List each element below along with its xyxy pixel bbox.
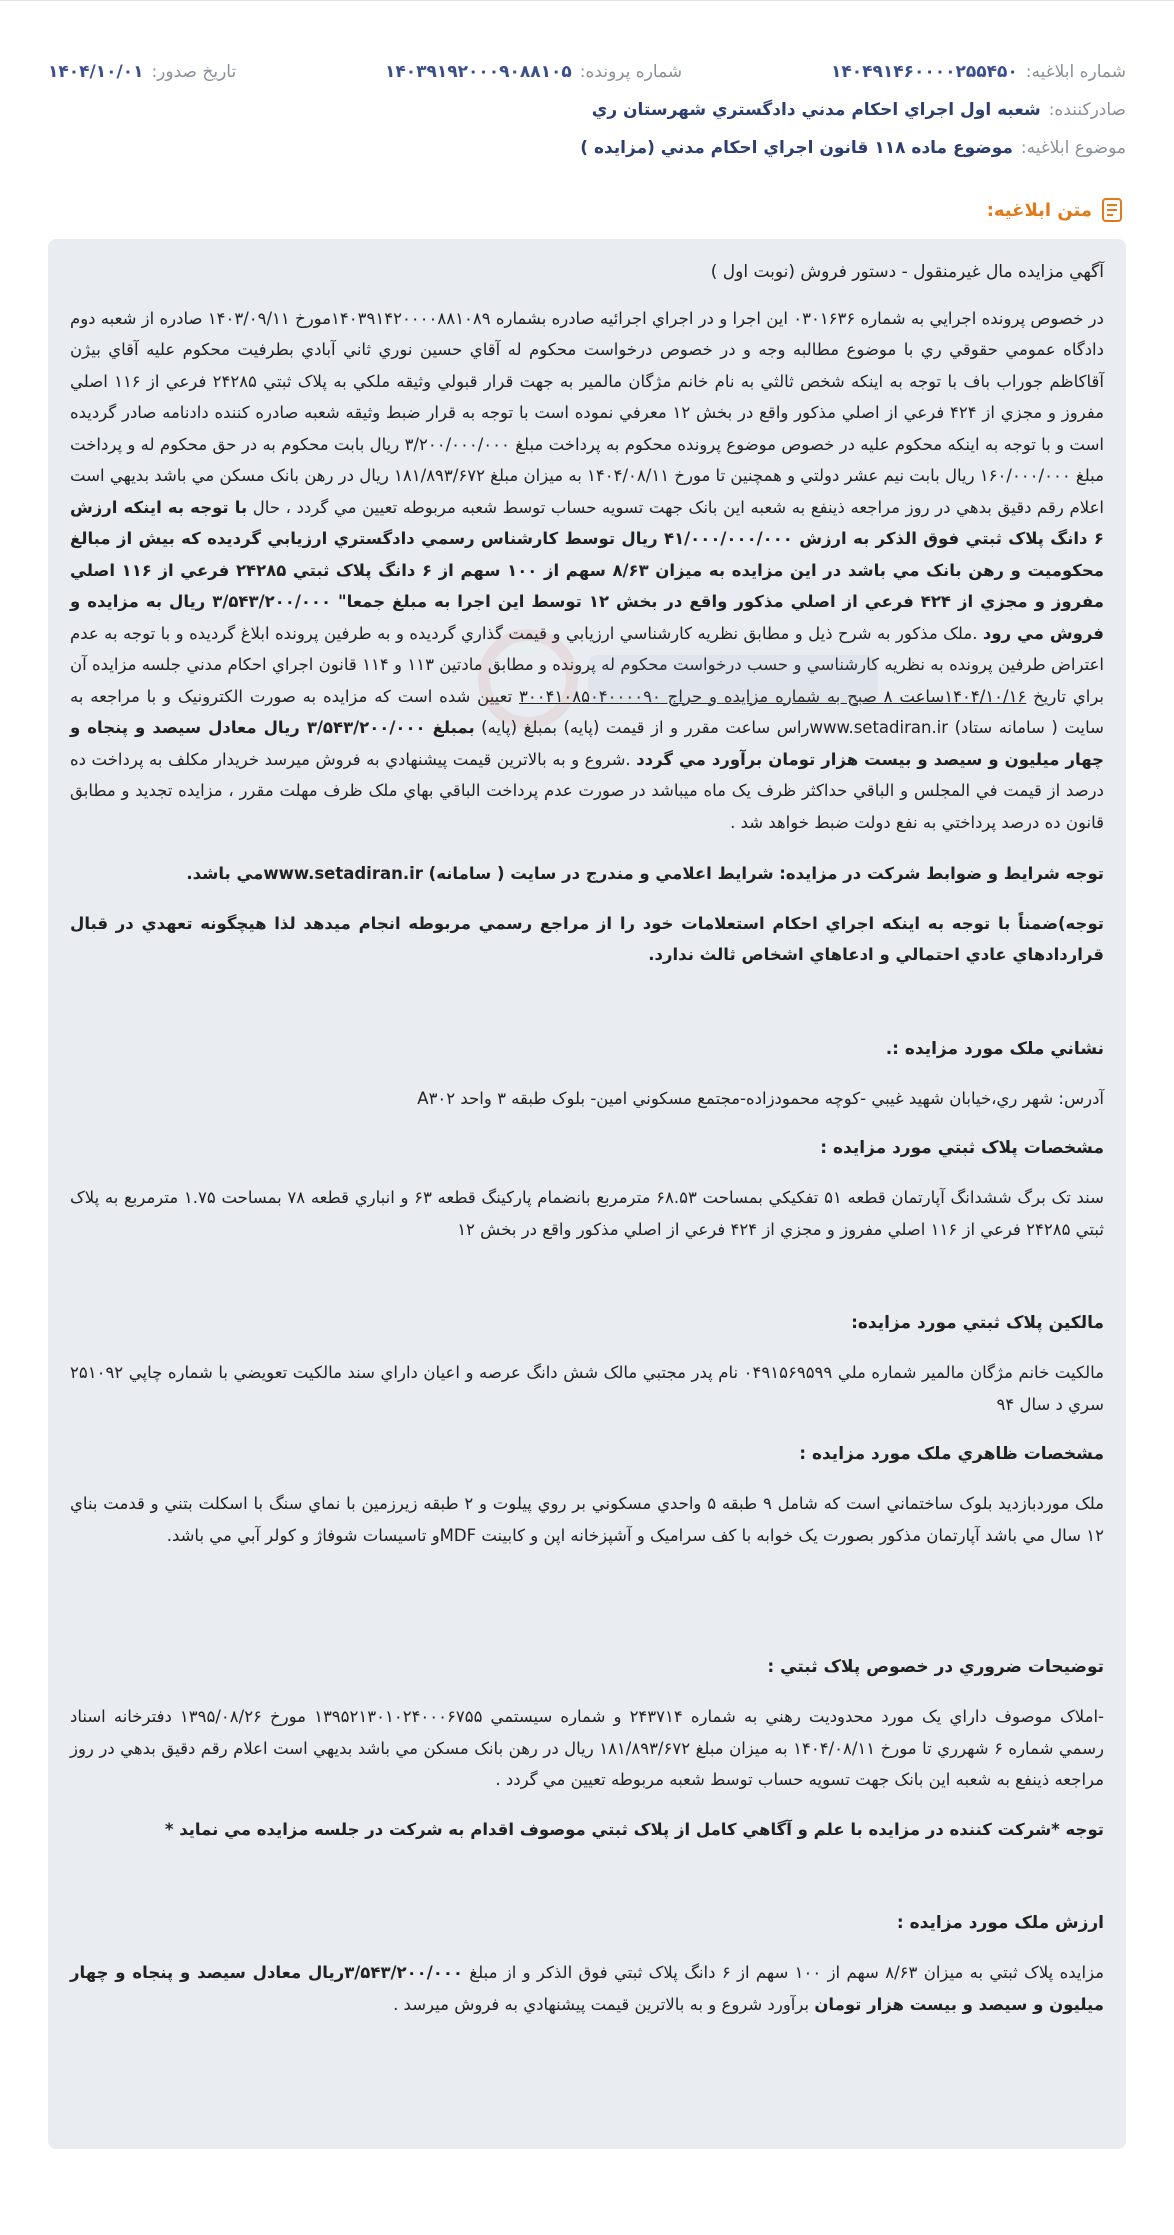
main-text-2: با توجه به اينكه ارزش ۶ دانگ پلاک ثبتي فوق الذكر به ارزش ۴۱/۰۰۰/۰۰۰/۰۰۰ ريال توسط كارشناس رسمي دادگستري ارزيابي گرديده كه بيش از مبالغ محكوميت و رهن بانک مي باشد در اين مزايده به ميزان ۸/۶۳ سهم از ۱۰۰ سهم از ۶ دانگ پلاک ثبتي ۲۴۲۸۵ فرعي از ۱۱۶ اصلي مفروز و مجزي از ۴۲۴ فرعي از اصلي مذكور واقع در بخش ۱۲ توسط اين اجرا به مبلغ جمعا" ۳/۵۴۳/۲۰۰/۰۰۰ ريال به مزايده و فروش مي رود	[70, 497, 1105, 643]
physical-text: ملک موردبازديد بلوک ساختماني است كه شامل ۹ طبقه ۵ واحدي مسكوني بر روي پيلوت و ۲ طبقه زيرزمين با نماي سنگ با اسكلت بتني و قدمت بناي ۱۲ سال مي باشد آپارتمان مذكور بصورت يک خوابه با كف سراميک و آشپزخانه اپن و كابينت MDFو تاسيسات شوفاژ و كولر آبي مي باشد.	[70, 1494, 1105, 1545]
note-conditions: توجه شرايط و ضوابط شركت در مزايده: شرايط اعلامي و مندرج در سايت ( سامانه) www.setadiran.irمي باشد.	[186, 864, 1104, 883]
explain-text: -املاک موصوف داراي يک مورد محدوديت رهني به شماره ۲۴۳۷۱۴ و شماره سيستمي ۱۳۹۵۲۱۳۰۱۰۲۴۰۰۰۶۷۵۵ مورخ ۱۳۹۵/۰۸/۲۶ دفترخانه اسناد رسمي شماره ۶ شهرري تا مورخ ۱۴۰۴/۰۸/۱۱ به ميزان مبلغ ۱۸۱/۸۹۳/۶۷۲ ريال در رهن بانک مسكن مي باشد بديهي است اعلام رقم دقيق بدهي در روز مراجعه ذينفع به شعبه اين بانک جهت تسويه حساب توسط شعبه مربوطه تعيين مي گردد .	[70, 1707, 1104, 1789]
issue-date-label: تاريخ صدور:	[151, 62, 237, 82]
main-text-1: در خصوص پرونده اجرايي به شماره ۰۳۰۱۶۳۶ اين اجرا و در اجراي اجرائيه صادره بشماره ۱۴۰۳۹۱۴۲۰۰۰۰۸۸۱۰۸۹مورخ ۱۴۰۳/۰۹/۱۱ صادره از شعبه دوم دادگاه عمومي حقوقي ري با موضوع مطالبه وجه و در خصوص درخواست محكوم له آقاي حسين نوري ثاني آبادي بطرفيت محكوم عليه آقاي بيژن آقاكاظم جوراب باف با توجه به اينكه شخص ثالثي به نام خانم مژگان مالمير به جهت قرار قبولي وثيقه ملكي به پلاک ثبتي ۲۴۲۸۵ فرعي از ۱۱۶ اصلي مفروز و مجزي از ۴۲۴ فرعي از اصلي مذكور واقع در بخش ۱۲ معرفي نموده است با توجه به قرار ضبط وثيقه شعبه صادره كننده دادنامه صادر گرديده است و با توجه به اينكه محكوم عليه در خصوص موضوع پرونده محكوم به پرداخت مبلغ ۳/۲۰۰/۰۰۰/۰۰۰ ريال بابت محكوم به در حق محكوم له و پرداخت مبلغ ۱۶۰/۰۰۰/۰۰۰ ريال بابت نيم عشر دولتي و همچنين تا مورخ ۱۴۰۴/۰۸/۱۱ به ميزان مبلغ ۱۸۱/۸۹۳/۶۷۲ ريال در رهن بانک مسكن مي باشد بديهي است اعلام رقم دقيق بدهي در روز مراجعه ذينفع به شعبه اين بانک جهت تسويه حساب توسط شعبه مربوطه تعيين مي گردد ، حال	[70, 308, 1105, 517]
explain-note: توجه *شركت كننده در مزايده با علم و آگاهي كامل از پلاک ثبتي موصوف اقدام به شركت در جلسه مزايده مي نمايد *	[164, 1819, 1104, 1839]
value-paragraph	[70, 1957, 1104, 2020]
main-text-3: .ملک مذكور به شرح ذيل و مطابق نظريه كارشناسي ارزيابي و قيمت گذاري گرديده و به طرفين پرونده ابلاغ گرديده و با توجه به عدم اعتراض طرفين پرونده به نظريه كارشناسي و حسب درخواست محكوم له پرونده و مطابق مادتين ۱۱۳ و ۱۱۴ قانون اجراي احكام مدني جلسه مزايده آن براي تاريخ	[70, 623, 1105, 706]
subject-label: موضوع ابلاغيه:	[1020, 138, 1126, 158]
document-icon	[1100, 197, 1126, 223]
case-number-value: ۱۴۰۳۹۱۹۲۰۰۰۹۰۸۸۱۰۵	[385, 62, 572, 82]
case-number-label: شماره پرونده:	[579, 62, 683, 82]
explain-title: توضيحات ضروري در خصوص پلاک ثبتي :	[767, 1657, 1104, 1677]
notice-text-title: متن ابلاغيه:	[986, 199, 1092, 221]
meta-row-subject	[48, 133, 1126, 163]
case-number	[385, 62, 682, 82]
address-text: آدرس: شهر ري،خيابان شهيد غيبي -كوچه محمودزاده-مجتمع مسكوني امين- بلوک طبقه ۳ واحد A۳۰۲	[417, 1088, 1104, 1108]
value-text-2: ۳/۵۴۳/۲۰۰/۰۰۰ريال معادل سيصد و پنجاه و چهار ميليون و سيصد و بيست هزار تومان	[70, 1963, 1104, 2014]
notice-meta	[48, 57, 1126, 171]
meta-row-issuer	[48, 95, 1126, 125]
main-text-7: .شروع و به بالاترين قيمت پيشنهادي به فروش ميرسد خريدار مكلف به پرداخت ده درصد از قيمت في المجلس و الباقي حداكثر ظرف يک ماه ميباشد در صورت عدم پرداخت الباقي بهاي ملک ظرف مهلت مقرر ، مزايده تجديد و مطابق قانون ده درصد پرداختي به نفع دولت ضبط خواهد شد .	[70, 749, 1104, 832]
main-text-5: تعيين شده است كه مزايده به صورت الكترونيک و با مراجعه به سايت ( سامانه ستاد) www.setadiran.irراس ساعت مقرر و از قيمت (پايه) بمبلغ (پايه)	[70, 686, 1104, 737]
issuer-value: شعبه اول اجراي احكام مدني دادگستري شهرستان ري	[591, 100, 1041, 120]
physical-title: مشخصات ظاهري ملک مورد مزايده :	[799, 1444, 1104, 1464]
notice-number	[831, 62, 1126, 82]
auction-date-text: ۱۴۰۴/۱۰/۱۶ساعت ۸ صبح به شماره مزايده و حراج ۳۰۰۴۱۰۸۵۰۴۰۰۰۰۹۰	[519, 686, 1027, 706]
subject-value: موضوع ماده ۱۱۸ قانون اجراي احكام مدني (مزايده )	[580, 138, 1013, 158]
note-disclaimer: توجه)ضمناً با توجه به اينكه اجراي احكام استعلامات خود را از مراجع رسمي مربوطه انجام ميدهد لذا هيچگونه تعهدي در قبال قراردادهاي عادي احتمالي و ادعاهاي اشخاص ثالث ندارد.	[70, 913, 1104, 964]
main-text-6: بمبلغ ۳/۵۴۳/۲۰۰/۰۰۰ ريال معادل سيصد و پنجاه و چهار ميليون و سيصد و بيست هزار تومان برآورد مي گردد	[70, 718, 1104, 769]
notice-body	[48, 239, 1126, 2149]
issuer-label: صادرکننده:	[1048, 100, 1126, 120]
value-title: ارزش ملک مورد مزايده :	[896, 1913, 1104, 1933]
owners-text: مالكيت خانم مژگان مالمير شماره ملي ۰۴۹۱۵۶۹۵۹۹ نام پدر مجتبي مالک شش دانگ عرصه و اعيان داراي سند مالكيت تعويضي با شماره چاپي ۲۵۱۰۹۲ سري د سال ۹۴	[70, 1363, 1104, 1414]
notice-main-paragraph	[70, 303, 1104, 839]
issue-date-value: ۱۴۰۴/۱۰/۰۱	[48, 62, 144, 82]
notice-number-label: شماره ابلاغيه:	[1025, 62, 1126, 82]
value-text-1: مزايده پلاک ثبتي به ميزان ۸/۶۳ سهم از ۱۰۰ سهم از ۶ دانگ پلاک ثبتي فوق الذكر و از مبلغ	[469, 1963, 1105, 1982]
notice-headline: آگهي مزايده مال غيرمنقول - دستور فروش (نوبت اول )	[710, 262, 1104, 282]
value-text-3: برآورد شروع و به بالاترين قيمت پيشنهادي به فروش ميرسد .	[393, 1994, 810, 2014]
meta-row-numbers	[48, 57, 1126, 87]
issue-date	[48, 62, 236, 82]
registry-title: مشخصات پلاک ثبتي مورد مزايده :	[820, 1138, 1104, 1158]
address-title: نشاني ملک مورد مزايده :.	[885, 1038, 1104, 1059]
registry-text: سند تک برگ ششدانگ آپارتمان قطعه ۵۱ تفكيكي بمساحت ۶۸.۵۳ مترمربع بانضمام پاركينگ قطعه ۶۳ و انباري قطعه ۷۸ بمساحت ۱.۷۵ مترمربع به پلاک ثبتي ۲۴۲۸۵ فرعي از ۱۱۶ اصلي مفروز و مجزي از ۴۲۴ فرعي از اصلي مذكور واقع در بخش ۱۲	[70, 1188, 1104, 1239]
owners-title: مالكين پلاک ثبتي مورد مزايده:	[851, 1313, 1104, 1333]
notice-text-heading	[987, 197, 1126, 223]
notice-number-value: ۱۴۰۴۹۱۴۶۰۰۰۰۲۵۵۴۵۰	[830, 62, 1018, 82]
